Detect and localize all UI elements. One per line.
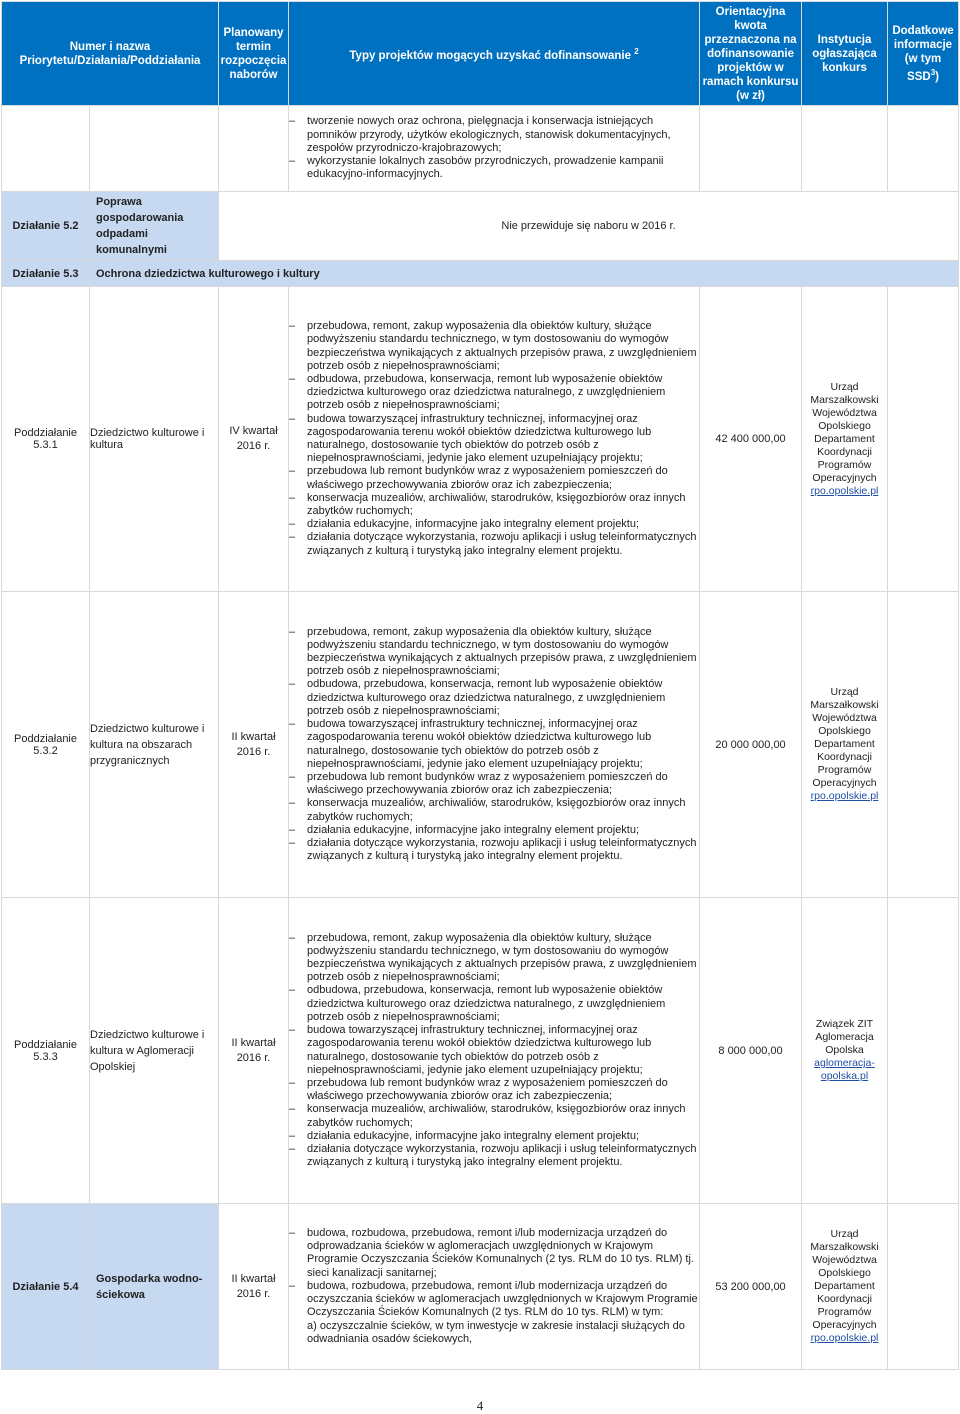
header-amount: Orientacyjna kwota przeznaczona na dofinansowanie projektów w ramach konkursu (w zł) bbox=[700, 2, 802, 106]
list-item: – wykorzystanie lokalnych zasobów przyrodniczych, prowadzenie kampanii edukacyjno-informacyjnych. bbox=[289, 155, 664, 181]
list-item: – budowa towarzyszącej infrastruktury technicznej, informacyjnej oraz zagospodarowania terenu wokół obiektów dziedzictwa kulturowego lub naturalnego, dostosowanie tych obiektów do potrzeb osób z niepełnosprawnościami, jedynie jako element uzupełniający projektu; bbox=[289, 412, 652, 465]
list-item: – przebudowa, remont, zakup wyposażenia dla obiektów kultury, służące podwyższeniu standardu technicznego, w tym dostosowaniu do wymogów bezpieczeństwa wynikających z aktualnych przepisów prawa, z uwzględnieniem potrzeb osób z niepełnosprawnościami; bbox=[289, 931, 697, 984]
no-call-notice: Nie przewiduje się naboru w 2016 r. bbox=[219, 192, 959, 261]
types-cell bbox=[289, 287, 700, 592]
action-row-5-2 bbox=[2, 192, 959, 261]
institution: Urząd Marszałkowski Województwa Opolskiego Departament Koordynacji Programów Operacyjnych rpo.opolskie.pl bbox=[802, 592, 888, 898]
list-item: – odbudowa, przebudowa, konserwacja, remont lub wyposażenie obiektów dziedzictwa kulturowego oraz dziedzictwa naturalnego, z uwzględnieniem potrzeb osób z niepełnosprawnościami; bbox=[289, 984, 666, 1023]
list-item: – przebudowa lub remont budynków wraz z wyposażeniem pomieszczeń do właściwego przechowywania zbiorów oraz ich zabezpieczenia; bbox=[289, 1076, 668, 1103]
subaction-id: Poddziałanie 5.3.3 bbox=[2, 898, 90, 1204]
subaction-row-5-3-1 bbox=[2, 287, 959, 592]
table-header-row bbox=[2, 2, 959, 106]
action-name: Poprawa gospodarowania odpadami komunalnymi bbox=[90, 192, 219, 261]
subaction-row-5-3-2 bbox=[2, 592, 959, 898]
list-item: – działania dotyczące wykorzystania, rozwoju aplikacji i usług teleinformatycznych związanych z kulturą i turystyką jako integralny element projektu. bbox=[289, 1142, 697, 1169]
subaction-id: Poddziałanie 5.3.1 bbox=[2, 287, 90, 592]
types-list bbox=[289, 1227, 699, 1319]
call-term: II kwartał 2016 r. bbox=[219, 1204, 289, 1370]
action-row-5-4 bbox=[2, 1204, 959, 1370]
types-cell bbox=[289, 1204, 700, 1370]
call-amount: 42 400 000,00 bbox=[700, 287, 802, 592]
header-extra: Dodatkowe informacje (w tym SSD$^3$) bbox=[888, 2, 959, 106]
action-id: Działanie 5.4 bbox=[2, 1204, 90, 1370]
list-subitem: a) oczyszczalnie ścieków, w tym inwestycje w zakresie instalacji służących do odwadniania osadów ściekowych, bbox=[307, 1319, 685, 1345]
list-item: – przebudowa lub remont budynków wraz z wyposażeniem pomieszczeń do właściwego przechowywania zbiorów oraz ich zabezpieczenia; bbox=[289, 770, 668, 797]
subaction-row-5-3-3 bbox=[2, 898, 959, 1204]
action-id: Działanie 5.3 bbox=[2, 261, 90, 287]
call-term: II kwartał 2016 r. bbox=[219, 592, 289, 898]
call-term: II kwartał 2016 r. bbox=[219, 898, 289, 1204]
list-item: – działania edukacyjne, informacyjne jako integralny element projektu; bbox=[289, 1129, 640, 1142]
page-number: 4 bbox=[476, 1398, 484, 1413]
list-item: – działania dotyczące wykorzystania, rozwoju aplikacji i usług teleinformatycznych związanych z kulturą i turystyką jako integralny element projektu. bbox=[289, 836, 697, 863]
list-item: – konserwacja muzealiów, archiwaliów, starodruków, księgozbiorów oraz innych zabytków ruchomych; bbox=[289, 1103, 686, 1129]
types-list bbox=[289, 115, 699, 181]
empty-cell bbox=[90, 106, 219, 192]
list-item: – odbudowa, przebudowa, konserwacja, remont lub wyposażenie obiektów dziedzictwa kulturowego oraz dziedzictwa naturalnego, z uwzględnieniem potrzeb osób z niepełnosprawnościami; bbox=[289, 372, 666, 412]
extra-info-cell bbox=[888, 592, 959, 898]
subaction-name: Dziedzictwo kulturowe i kultura na obszarach przygranicznych bbox=[90, 592, 219, 898]
list-item: – przebudowa lub remont budynków wraz z wyposażeniem pomieszczeń do właściwego przechowywania zbiorów oraz ich zabezpieczenia; bbox=[289, 465, 668, 491]
list-item: – budowa towarzyszącej infrastruktury technicznej, informacyjnej oraz zagospodarowania terenu wokół obiektów dziedzictwa kulturowego lub naturalnego, dostosowanie tych obiektów do potrzeb osób z niepełnosprawnościami, jedynie jako element uzupełniający projektu; bbox=[289, 718, 652, 770]
header-types: Typy projektów mogących uzyskać dofinansowanie $^2$ bbox=[289, 2, 700, 106]
header-id-name: Numer i nazwa Priorytetu/Działania/Poddziałania bbox=[2, 2, 219, 106]
institution: Urząd Marszałkowski Województwa Opolskiego Departament Koordynacji Programów Operacyjnych rpo.opolskie.pl bbox=[802, 287, 888, 592]
action-id: Działanie 5.2 bbox=[2, 192, 90, 261]
list-item: – budowa, rozbudowa, przebudowa, remont i/lub modernizacja urządzeń do odprowadzania ścieków w aglomeracjach uwzględnionych w Krajowym Programie Oczyszczania Ścieków Komunalnych (2 tys. RLM do 10 tys. RLM) tj. sieci kanalizacji sanitarnej; bbox=[289, 1227, 694, 1279]
call-amount: 20 000 000,00 bbox=[700, 592, 802, 898]
types-list bbox=[289, 320, 699, 558]
empty-cell bbox=[2, 106, 90, 192]
header-term: Planowany termin rozpoczęcia naborów bbox=[219, 2, 289, 106]
action-name: Gospodarka wodno-ściekowa bbox=[90, 1204, 219, 1370]
call-amount: 8 000 000,00 bbox=[700, 898, 802, 1204]
types-cell bbox=[289, 592, 700, 898]
types-cell bbox=[289, 106, 700, 192]
extra-info-cell bbox=[888, 287, 959, 592]
types-cell bbox=[289, 898, 700, 1204]
subaction-name: Dziedzictwo kulturowe i kultura bbox=[90, 287, 219, 592]
list-item: – budowa, rozbudowa, przebudowa, remont i/lub modernizacja urządzeń do oczyszczania ścieków w aglomeracjach uwzględnionych w Krajowym Programie Oczyszczania Ścieków Komunalnych (2 tys. RLM do 10 tys. RLM) w tym: bbox=[289, 1279, 698, 1319]
call-term: IV kwartał 2016 r. bbox=[219, 287, 289, 592]
types-list bbox=[289, 932, 699, 1170]
action-name: Ochrona dziedzictwa kulturowego i kultury bbox=[90, 261, 959, 287]
institution: Urząd Marszałkowski Województwa Opolskiego Departament Koordynacji Programów Operacyjnych rpo.opolskie.pl bbox=[802, 1204, 888, 1370]
header-institution: Instytucja ogłaszająca konkurs bbox=[802, 2, 888, 106]
calls-table bbox=[1, 1, 959, 1370]
empty-cell bbox=[219, 106, 289, 192]
list-item: – działania dotyczące wykorzystania, rozwoju aplikacji i usług teleinformatycznych związanych z kulturą i turystyką jako integralny element projektu. bbox=[289, 531, 697, 557]
extra-info-cell bbox=[888, 1204, 959, 1370]
empty-cell bbox=[802, 106, 888, 192]
list-item: – przebudowa, remont, zakup wyposażenia dla obiektów kultury, służące podwyższeniu standardu technicznego, w tym dostosowaniu do wymogów bezpieczeństwa wynikających z aktualnych przepisów prawa, z uwzględnieniem potrzeb osób z niepełnosprawnościami; bbox=[289, 320, 697, 372]
list-item: – konserwacja muzealiów, archiwaliów, starodruków, księgozbiorów oraz innych zabytków ruchomych; bbox=[289, 797, 686, 823]
list-item: – przebudowa, remont, zakup wyposażenia dla obiektów kultury, służące podwyższeniu standardu technicznego, w tym dostosowaniu do wymogów bezpieczeństwa wynikających z aktualnych przepisów prawa, z uwzględnieniem potrzeb osób z niepełnosprawnościami; bbox=[289, 625, 697, 678]
action-row-5-3 bbox=[2, 261, 959, 287]
list-item: – działania edukacyjne, informacyjne jako integralny element projektu; bbox=[289, 518, 640, 531]
list-item: – odbudowa, przebudowa, konserwacja, remont lub wyposażenie obiektów dziedzictwa kulturowego oraz dziedzictwa naturalnego, z uwzględnieniem potrzeb osób z niepełnosprawnościami; bbox=[289, 678, 666, 717]
subaction-id: Poddziałanie 5.3.2 bbox=[2, 592, 90, 898]
call-amount: 53 200 000,00 bbox=[700, 1204, 802, 1370]
empty-cell bbox=[700, 106, 802, 192]
empty-cell bbox=[888, 106, 959, 192]
list-item: – konserwacja muzealiów, archiwaliów, starodruków, księgozbiorów oraz innych zabytków ruchomych; bbox=[289, 491, 686, 518]
list-item: – tworzenie nowych oraz ochrona, pielęgnacja i konserwacja istniejących pomników przyrody, użytków ekologicznych, stanowisk dokumentacyjnych, zespołów przyrodniczo-krajobrazowych; bbox=[289, 115, 671, 154]
institution: Związek ZIT Aglomeracja Opolska aglomeracja-opolska.pl bbox=[802, 898, 888, 1204]
list-item: – działania edukacyjne, informacyjne jako integralny element projektu; bbox=[289, 823, 640, 836]
continuation-row bbox=[2, 106, 959, 192]
institution-link[interactable]: rpo.opolskie.pl bbox=[810, 484, 879, 497]
institution-link[interactable]: aglomeracja-opolska.pl bbox=[814, 1057, 875, 1082]
list-item: – budowa towarzyszącej infrastruktury technicznej, informacyjnej oraz zagospodarowania terenu wokół obiektów dziedzictwa kulturowego lub naturalnego, dostosowanie tych obiektów do potrzeb osób z niepełnosprawnościami, jedynie jako element uzupełniający projektu; bbox=[289, 1024, 652, 1076]
institution-link[interactable]: rpo.opolskie.pl bbox=[810, 1332, 879, 1344]
institution-link[interactable]: rpo.opolskie.pl bbox=[810, 790, 879, 802]
subaction-name: Dziedzictwo kulturowe i kultura w Aglomeracji Opolskiej bbox=[90, 898, 219, 1204]
extra-info-cell bbox=[888, 898, 959, 1204]
types-list bbox=[289, 626, 699, 864]
